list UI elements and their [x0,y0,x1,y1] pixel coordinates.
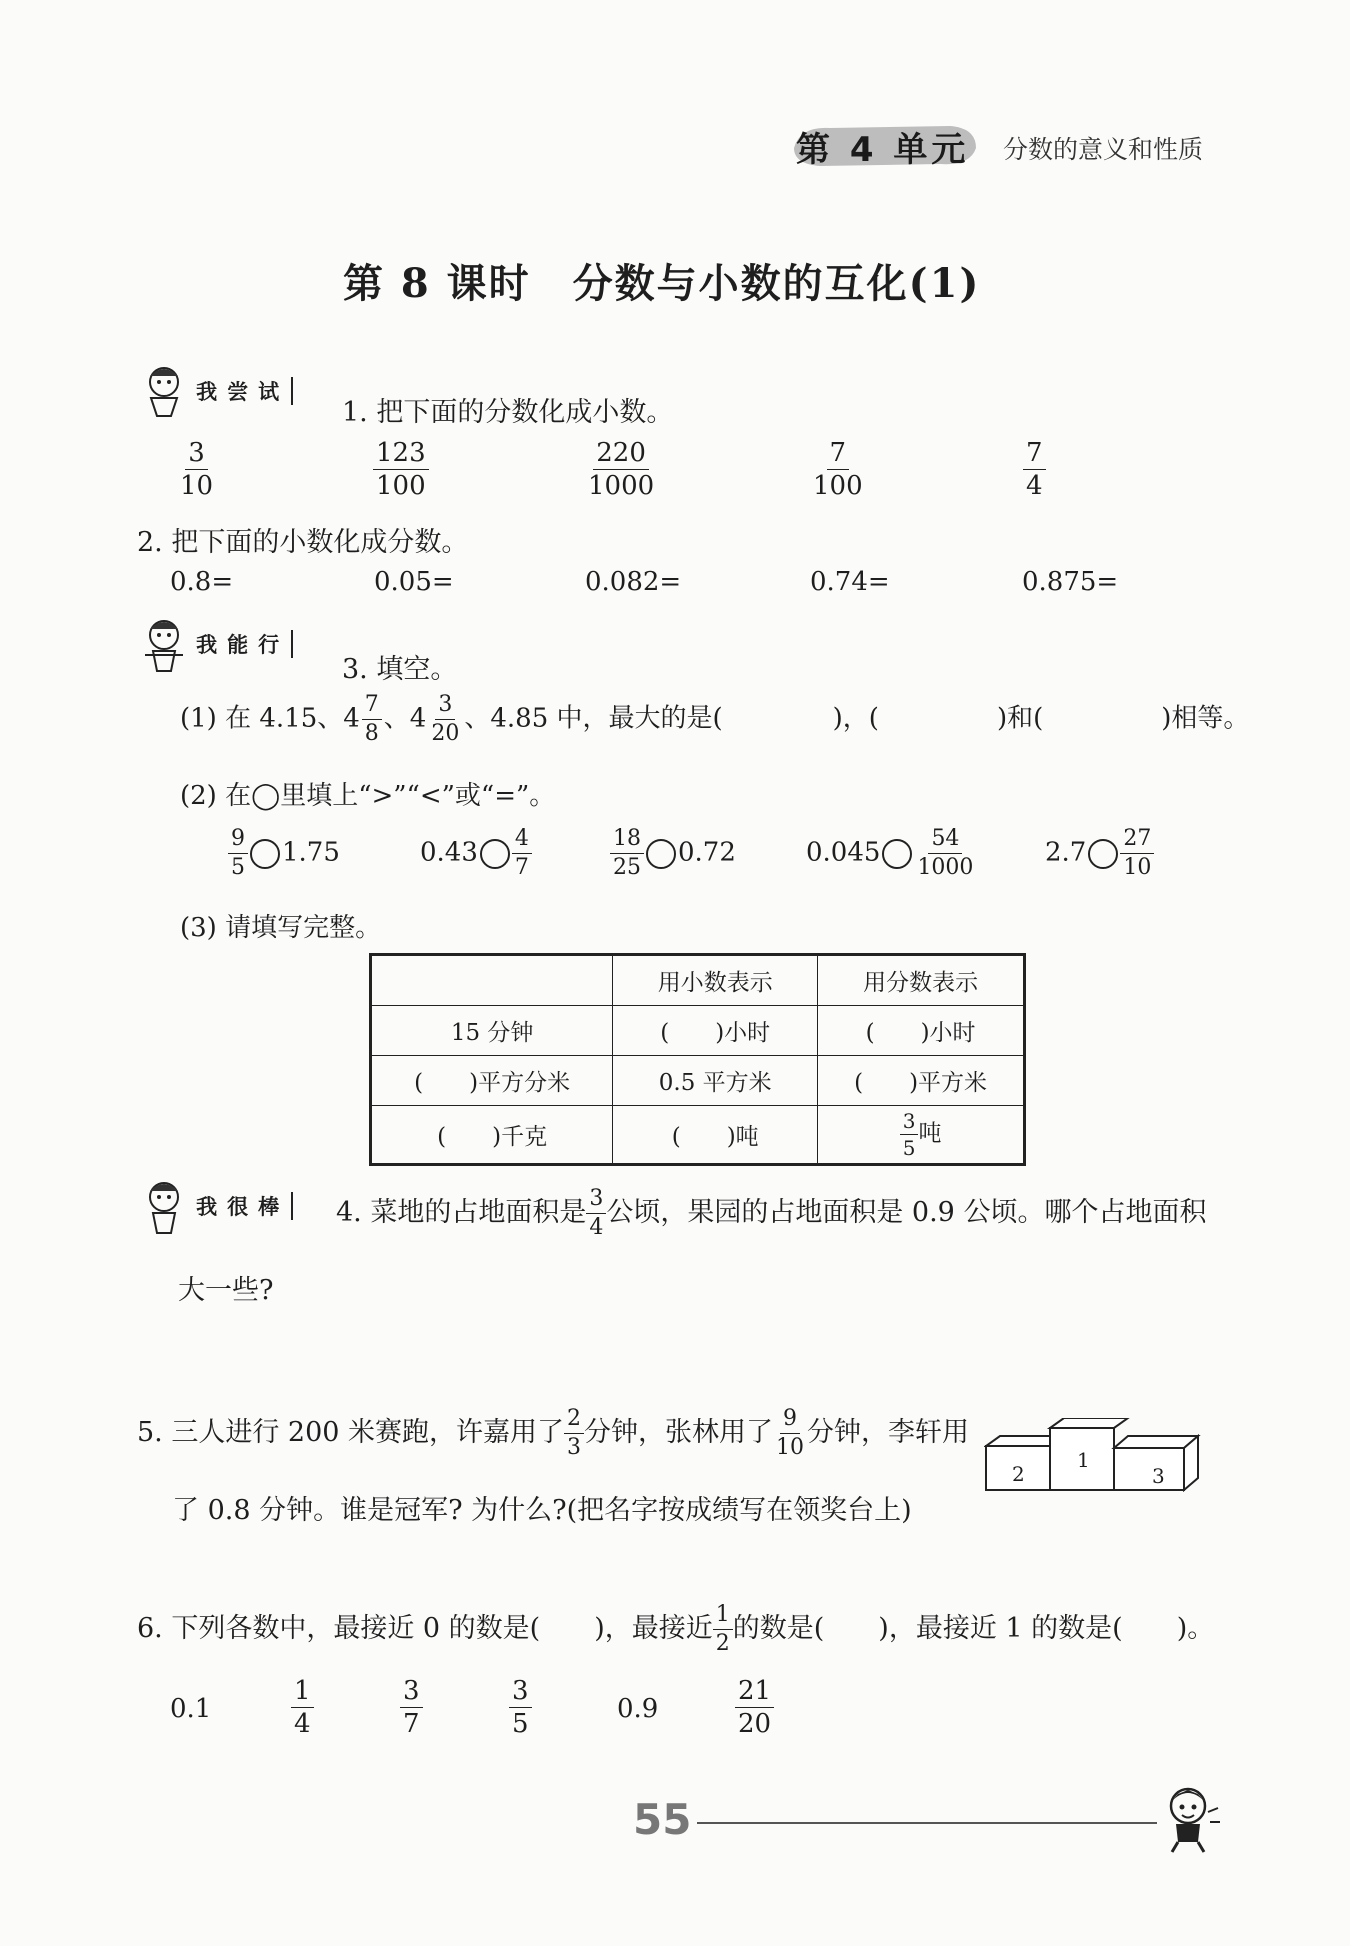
table-cell[interactable]: ( )千克 [371,1106,613,1165]
badge-great [137,1177,293,1235]
compare-circle[interactable] [1088,839,1118,869]
q3-part3-lead: (3) 请填写完整。 [180,913,382,943]
compare-item-3: $\frac{18}{25}$ 0.72 [610,828,736,879]
table-cell[interactable]: ( )小时 [818,1006,1025,1056]
table-cell: 0.5 平方米 [613,1056,818,1106]
compare-circle[interactable] [480,839,510,869]
podium-label: 1 [1077,1448,1090,1472]
table-row [371,1056,1025,1106]
compare-item-5: 2.7 $\frac{27}{10}$ [1045,828,1154,879]
q1-fraction-4: $\frac{7}{100}$ [813,438,863,501]
q2-item-2: 0.05= [374,567,454,597]
table-cell[interactable]: ( )吨 [613,1106,818,1165]
unit-subtitle: 分数的意义和性质 [1003,135,1204,164]
table-row [371,1106,1025,1165]
podium-label: 2 [1012,1462,1025,1486]
podium-label: 3 [1152,1464,1165,1488]
q3-part2-lead: (2) 在◯里填上“>”“<”或“=”。 [180,781,556,811]
q6-option: $\frac{1}{4}$ [291,1678,314,1737]
badge-great-label: 我很棒 [196,1195,290,1219]
table-header-row [371,955,1025,1006]
q1-fraction-1: $\frac{3}{10}$ [180,438,214,501]
q1-fraction-2: $\frac{123}{100}$ [373,440,429,499]
badge-try [137,362,293,420]
q5-line2: 了 0.8 分钟。谁是冠军? 为什么?(把名字按成绩写在领奖台上) [172,1495,912,1526]
q3-part1: (1) 在 4.15、4 $\frac{7}{8}$ 、4 $\frac{3}{20}$ 、4.85 中，最大的是( )，( )和( )相等。 [180,692,1250,746]
q4-text: 4. 菜地的占地面积是 $\frac{3}{4}$ 公顷，果园的占地面积是 0.9 公顷。哪个占地面积 [336,1186,1207,1240]
girl-mascot-icon [137,1177,191,1235]
table-header [371,955,613,1006]
table-header: 用分数表示 [818,955,1025,1006]
q6-option: 0.1 [170,1694,212,1724]
q2-prompt: 2. 把下面的小数化成分数。 [137,527,469,558]
badge-can [137,615,293,673]
compare-item-2: 0.43 $\frac{4}{7}$ [420,828,532,879]
q1-prompt: 1. 把下面的分数化成小数。 [342,397,674,428]
compare-circle[interactable] [250,839,280,869]
q6-option: $\frac{3}{5}$ [509,1678,532,1737]
compare-item-4: 0.045 $\frac{54}{1000}$ [806,826,974,880]
unit-label: 第 4 单元 [796,130,970,170]
q1-fraction-5: $\frac{7}{4}$ [1023,440,1046,499]
q2-item-1: 0.8= [170,567,234,597]
compare-circle[interactable] [882,839,912,869]
q6-option: 0.9 [617,1694,659,1724]
q2-item-4: 0.74= [810,567,890,597]
badge-try-label: 我尝试 [196,380,290,404]
compare-circle[interactable] [646,839,676,869]
table-header: 用小数表示 [613,955,818,1006]
girl-mascot-icon [137,615,191,673]
q6-text: 6. 下列各数中，最接近 0 的数是( )，最接近 $\frac{1}{2}$ 的数是( )，最接近 1 的数是( )。 [137,1602,1215,1656]
q3-prompt: 3. 填空。 [342,654,458,685]
q2-item-5: 0.875= [1022,567,1119,597]
q1-fraction-3: $\frac{220}{1000}$ [588,438,655,501]
table-cell[interactable]: ( )小时 [613,1006,818,1056]
table-row [371,1006,1025,1056]
table-cell[interactable]: ( )平方米 [818,1056,1025,1106]
table-cell[interactable]: ( )平方分米 [371,1056,613,1106]
badge-can-label: 我能行 [196,633,290,657]
boy-mascot-icon [1158,1782,1222,1854]
lesson-title: 第 8 课时 分数与小数的互化(1) [343,260,981,307]
unit-header [790,118,980,170]
q4-line2: 大一些? [178,1275,274,1306]
q6-option: $\frac{3}{7}$ [400,1678,423,1737]
compare-item-1: $\frac{9}{5}$ 1.75 [228,828,340,879]
q6-option: $\frac{21}{20}$ [735,1678,774,1737]
page-number: 55 [633,1795,692,1844]
q2-item-3: 0.082= [585,567,682,597]
q5-text: 5. 三人进行 200 米赛跑，许嘉用了 $\frac{2}{3}$ 分钟，张林用了 $\frac{9}{10}$ 分钟，李轩用 [137,1406,970,1460]
table-cell-fraction: $\frac{3}{5}$ 吨 [818,1106,1025,1165]
podium [984,1418,1220,1492]
conversion-table [369,953,1026,1166]
girl-mascot-icon [137,362,191,420]
footer-rule [697,1822,1157,1824]
table-cell: 15 分钟 [371,1006,613,1056]
